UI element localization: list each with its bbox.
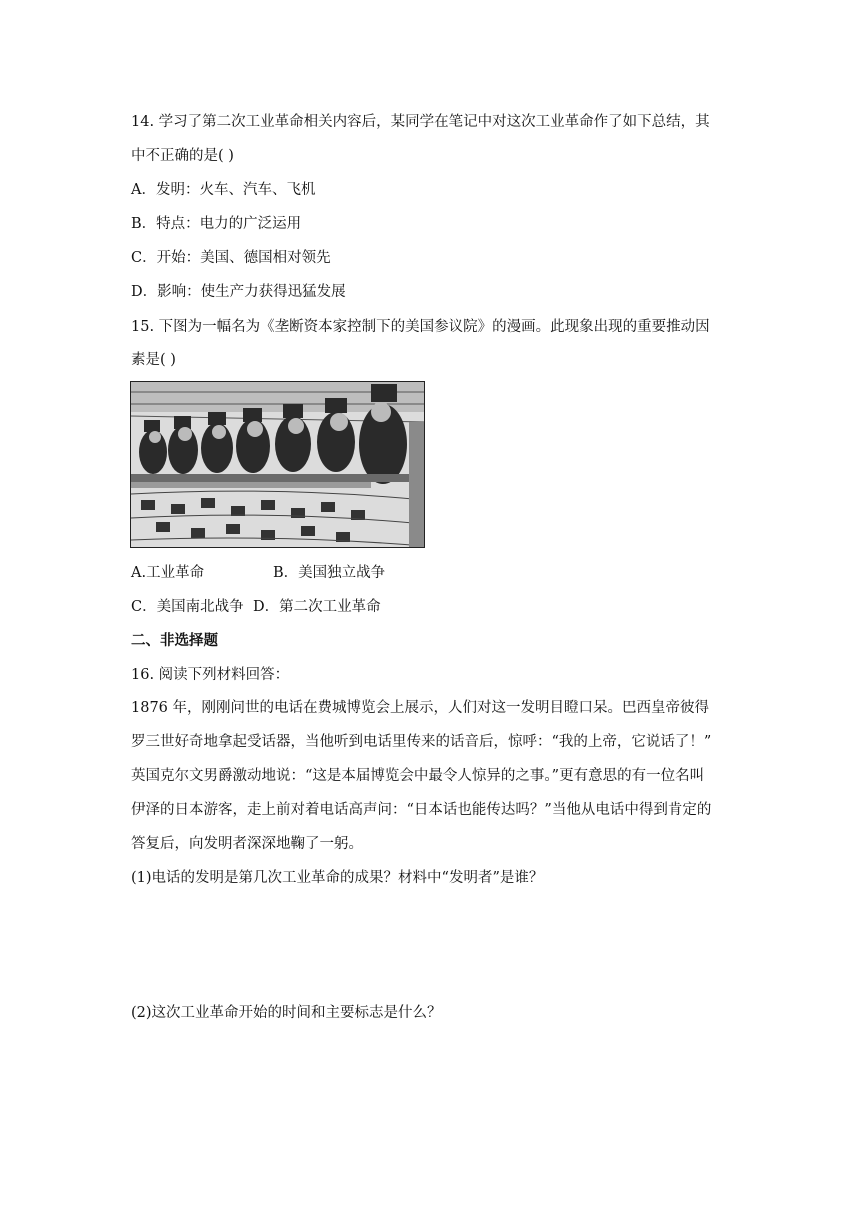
q15-option-c: C．美国南北战争 (131, 599, 244, 615)
q15-option-d: D．第二次工业革命 (253, 599, 381, 615)
q15-option-b: B．美国独立战争 (273, 565, 386, 581)
q16-material-line: 罗三世好奇地拿起受话器，当他听到电话里传来的话音后，惊呼：“我的上帝，它说话了！” (131, 734, 712, 750)
q16-material-line: 答复后，向发明者深深地鞠了一躬。 (131, 836, 363, 852)
q14-option-c: C．开始：美国、德国相对领先 (131, 250, 331, 266)
q16-intro: 16. 阅读下列材料回答： (131, 667, 290, 683)
q16-material-line: 1876 年，刚刚问世的电话在费城博览会上展示，人们对这一发明目瞪口呆。巴西皇帝彼得 (131, 700, 710, 716)
q14-stem-line1: 14. 学习了第二次工业革命相关内容后，某同学在笔记中对这次工业革命作了如下总结，其 (131, 114, 710, 130)
q15-stem-line1: 15. 下图为一幅名为《垄断资本家控制下的美国参议院》的漫画。此现象出现的重要推动因 (131, 319, 710, 335)
q15-option-a: A.工业革命 (131, 565, 205, 581)
section-title: 二、非选择题 (131, 632, 218, 649)
q16-subquestion-2: (2)这次工业革命开始的时间和主要标志是什么？ (131, 1005, 442, 1021)
q14-option-d: D．影响：使生产力获得迅猛发展 (131, 284, 346, 300)
q15-stem-line2: 素是( ) (131, 352, 176, 368)
q14-option-a: A．发明：火车、汽车、飞机 (131, 182, 316, 198)
q16-subquestion-1: (1)电话的发明是第几次工业革命的成果？材料中“发明者”是谁？ (131, 870, 544, 886)
q16-material-line: 伊泽的日本游客，走上前对着电话高声问：“日本话也能传达吗？”当他从电话中得到肯定的 (131, 802, 712, 818)
senate-cartoon-image (130, 381, 425, 548)
q16-material-line: 英国克尔文男爵激动地说：“这是本届博览会中最令人惊异的之事。”更有意思的有一位名叫 (131, 768, 705, 784)
q14-option-b: B．特点：电力的广泛运用 (131, 216, 302, 232)
q14-stem-line2: 中不正确的是( ) (131, 148, 234, 164)
